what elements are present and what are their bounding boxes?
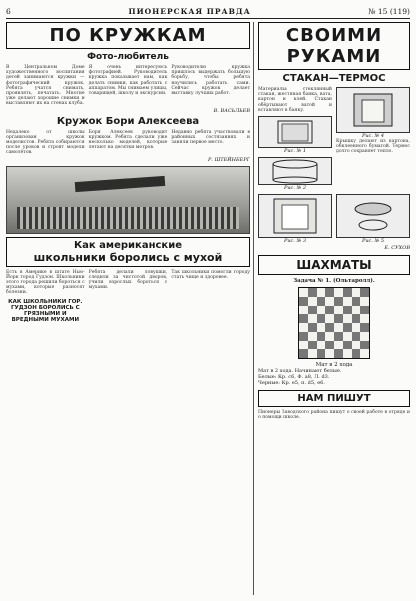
heading-nam-pishut: НАМ ПИШУТ [258,390,410,407]
chess-square [299,349,308,358]
chess-square [343,332,352,341]
chess-square [352,323,361,332]
heading-svoimi-rukami: СВОИМИ РУКАМИ [258,22,410,70]
page-number: 6 [6,6,11,16]
article-foto-text-3: Руководителю кружка пришлось выдержать большую борьбу, чтобы ребята научились работать сами. Сейчас кружок делает выставку лучших работ. [171,65,250,97]
article-flies-text-1: Есть в Америке в штате Нью-Йорк город Гудзон. Школьники этого города решили бороться с мухами, которые разносят болезни. [6,269,85,296]
chess-square [352,288,361,297]
chess-square [308,306,317,315]
article-kruzhok-text-2: Боря Алексеев руководит кружком. Ребята сделали уже несколько моделей, которые летают на десятки метров. [88,129,168,151]
article-foto-signature: В. ВАСЬЛЬЕВ [213,107,250,114]
chess-square [334,341,343,350]
chess-square [352,332,361,341]
figure-4 [336,87,410,133]
chess-square [317,314,326,323]
chess-square [325,332,334,341]
heading-chess: ШАХМАТЫ [258,255,410,275]
chess-square [325,306,334,315]
chess-square [360,341,369,350]
chess-square [299,341,308,350]
article-kruzhok-signature: Р. ШТЕЙНБЕРГ [208,156,250,163]
chess-square [325,314,334,323]
heading-po-kruzhkam: ПО КРУЖКАМ [6,22,250,49]
article-kruzhok-text-3: Недавно ребята участвовали в районных состязаниях и заняли первое место. [171,129,250,146]
article-kruzhok [6,116,250,234]
right-section [258,22,410,595]
chess-square [360,306,369,315]
chess-subtitle: Мат в 2 хода [315,362,353,369]
chess-square [308,349,317,358]
chess-square [360,314,369,323]
chess-square [334,297,343,306]
chess-square [317,297,326,306]
chess-square [325,323,334,332]
chess-square [317,288,326,297]
article-flies-header [6,237,250,267]
figure-3-caption: Рис. № 3 [283,238,307,245]
article-flies-title-2: школьники боролись с мухой [33,250,223,264]
figure-5-caption: Рис. № 5 [361,238,385,245]
column-rule [253,22,254,595]
article-foto-title: Фото-любитель [87,52,169,62]
article-flies-title-1: Как американские [73,239,182,251]
figure-5 [336,194,410,238]
chess-square [325,297,334,306]
chess-square [360,332,369,341]
chess-black-pieces: Черные: Кр. е5, п. d5, е6. [258,380,325,387]
chess-square [308,332,317,341]
chess-square [360,323,369,332]
figure-4-caption: Рис. № 4 [361,133,385,139]
chess-square [299,288,308,297]
chess-square [343,349,352,358]
chess-square [360,349,369,358]
left-section [6,22,250,595]
newspaper-title: ПИОНЕРСКАЯ ПРАВДА [128,6,251,16]
nam-pishut-text: Пионеры Заводского района пишут о своей работе в отряде и о помощи школе. [258,410,410,421]
article-kruzhok-title: Кружок Бори Алексеева [56,115,200,127]
figure-3 [258,194,332,238]
chess-square [308,288,317,297]
article-kruzhok-text-1: Недалеко от школы организован кружок моделистов. Ребята собираются после уроков и строят модели самолётов. [6,129,85,156]
chess-square [352,314,361,323]
cylinder-illustration [337,88,409,132]
chess-square [334,332,343,341]
chess-square [325,349,334,358]
chess-square [334,314,343,323]
figure-1-caption: Рис. № 1 [283,148,307,155]
chess-square [317,323,326,332]
crowd-shape [17,207,240,229]
chess-square [308,323,317,332]
chess-square [317,306,326,315]
chess-square [343,297,352,306]
chess-square [317,349,326,358]
can-illustration [259,158,331,184]
chess-board [298,287,370,359]
chess-square [299,323,308,332]
chess-square [343,314,352,323]
chess-square [317,332,326,341]
chess-square [343,323,352,332]
issue-number: № 15 (119) [368,6,410,16]
article-flies [6,237,250,325]
chess-white-pieces: Белые: Кр. с6, Ф. а8, Л. d3. [258,374,330,381]
article-termos-text-1: Материалы: стеклянный стакан, жестяная банка, вата, картон и клей. Стакан обёртывают ватой и вставляют в банку. [258,87,332,113]
airplane-photo [6,166,250,234]
chess-square [325,288,334,297]
figure-2 [258,157,332,185]
termos-illustration [259,195,331,237]
article-termos-signature: Е. СУХОВ [384,245,410,252]
chess-square [325,341,334,350]
chess-task-title: Задача № 1. (Ольтаролл). [293,278,375,285]
chess-square [343,341,352,350]
chess-square [334,323,343,332]
chess-moves: Мат в 2 хода. Начинают белые. [258,368,342,375]
chess-square [334,349,343,358]
article-termos-text-2: Крышку делают из картона, обклеенного бумагой. Термос долго сохраняет тепло. [336,139,410,155]
chess-square [299,314,308,323]
article-foto [6,52,250,114]
chess-square [343,288,352,297]
chess-square [360,288,369,297]
chess-square [352,341,361,350]
figure-1 [258,116,332,148]
figure-2-caption: Рис. № 2 [283,185,307,192]
article-flies-subhead: КАК ШКОЛЬНИКИ ГОР. ГУДЗОН БОРОЛИСЬ С ГРЯЗНЫМИ И ВРЕДНЫМИ МУХАМИ [8,298,83,323]
chess-square [299,306,308,315]
glass-illustration [259,117,331,147]
chess-square [360,297,369,306]
chess-square [317,341,326,350]
airplane-shape [75,175,165,191]
masthead [6,4,410,19]
chess-square [308,297,317,306]
article-flies-text-2: Ребята делали ловушки, следили за чистотой дворов, учили взрослых бороться с мухами. [88,269,168,291]
chess-square [334,306,343,315]
article-foto-text-2: Я очень интересуюсь фотографией. Руководитель кружка показывает нам, как делать снимки, как работать с аппаратом. Мы снимаем улицы, товарищей, школу и экскурсии. [88,65,168,97]
chess-square [299,332,308,341]
chess-square [334,288,343,297]
chess-square [299,297,308,306]
chess-square [352,297,361,306]
lid-illustration [337,195,409,237]
article-foto-text-1: В Центральном Доме художественного воспитания детей занимаются кружки — фотографический кружок. Ребята учатся снимать, проявлять, печатать. Многие уже делают хорошие снимки и выставляют их на стенах клуба. [6,65,85,107]
article-termos-title: СТАКАН—ТЕРМОС [282,73,386,84]
chess-square [308,314,317,323]
article-flies-text-3: Так школьники помогли городу стать чище и здоровее. [171,269,250,280]
chess-square [352,349,361,358]
chess-square [308,341,317,350]
chess-square [343,306,352,315]
chess-square [352,306,361,315]
